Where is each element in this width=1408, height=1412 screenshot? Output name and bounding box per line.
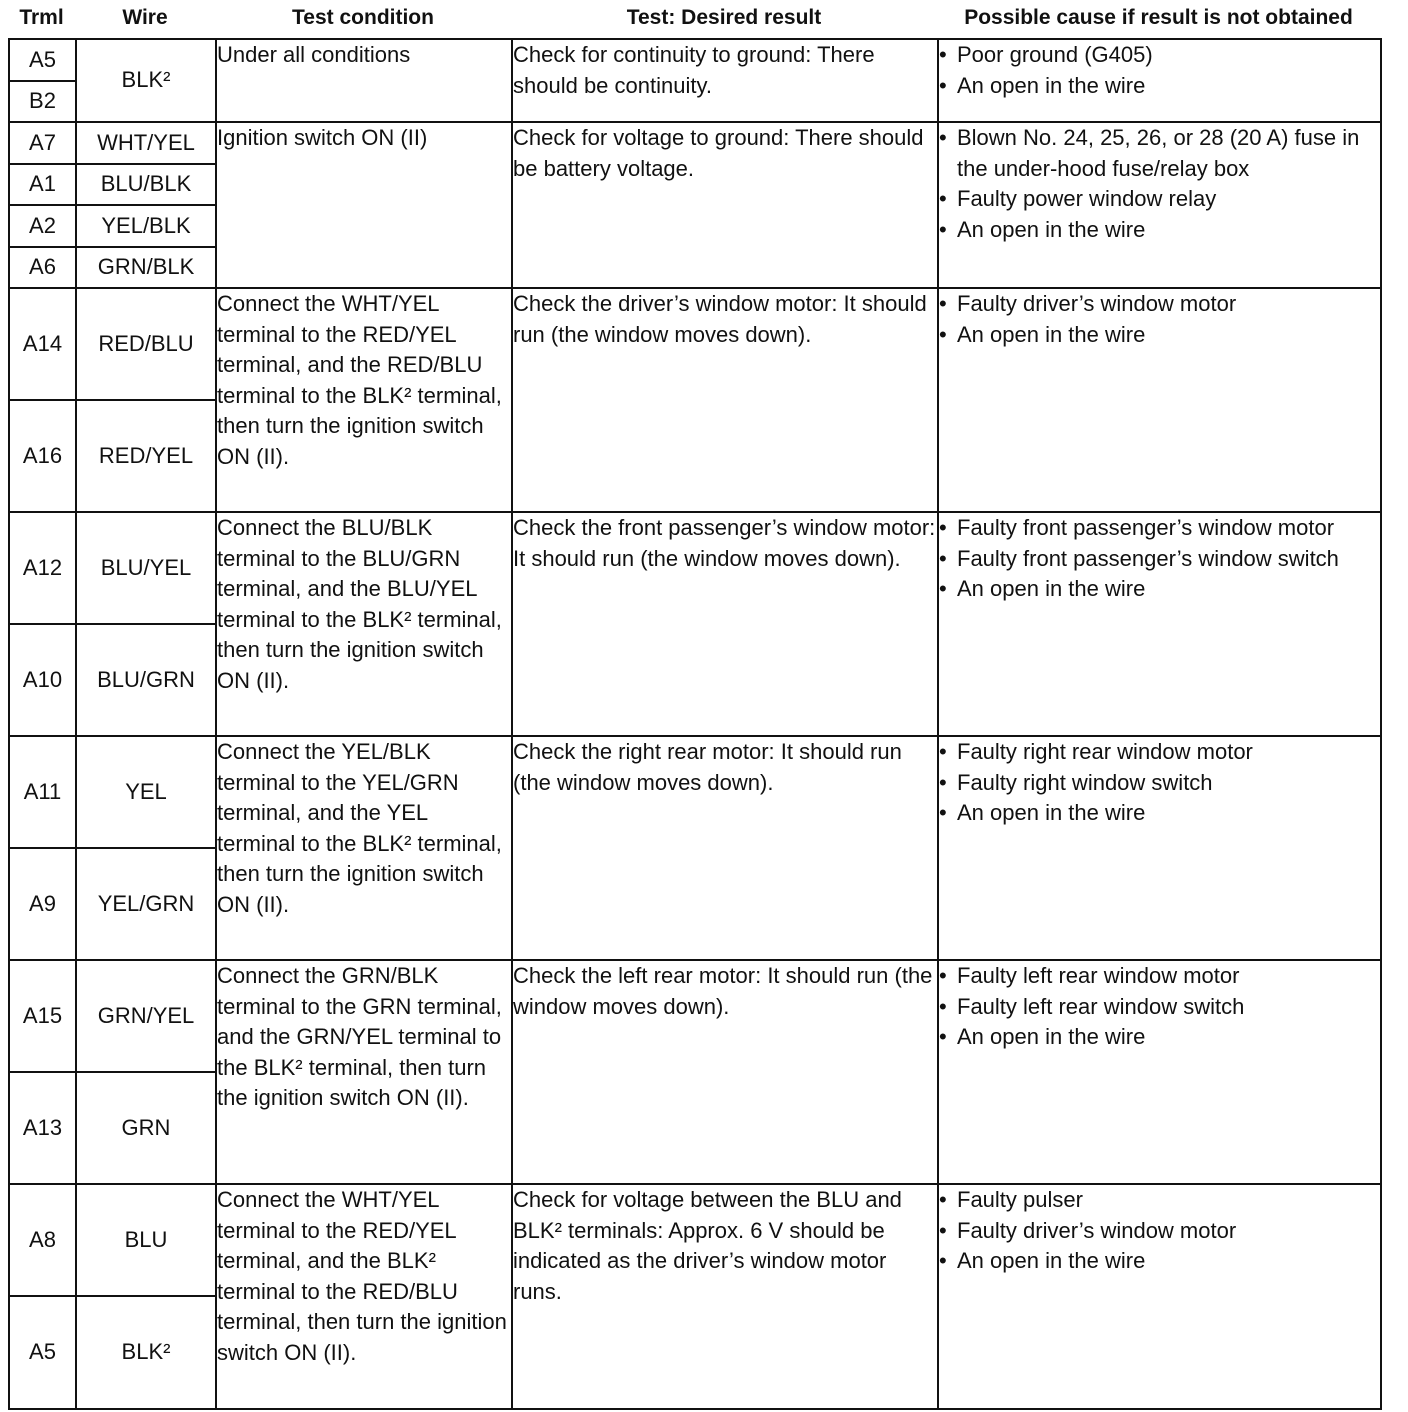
bullet-icon: • xyxy=(939,576,947,601)
cause-item xyxy=(939,123,1380,184)
bullet-icon: • xyxy=(939,125,947,150)
cause-text: Faulty front passenger’s window switch xyxy=(957,545,1339,571)
cause-item xyxy=(939,1216,1380,1247)
cause-item xyxy=(939,768,1380,799)
cause-item xyxy=(939,289,1380,320)
wire-cell: GRN xyxy=(76,1072,216,1184)
cause-item xyxy=(939,1246,1380,1277)
cause-text: Faulty left rear window switch xyxy=(957,993,1245,1019)
cause-text: Faulty front passenger’s window motor xyxy=(957,515,1335,540)
desired-result-cell: Check the left rear motor: It should run (the window moves down). xyxy=(512,960,938,1184)
terminal-cell: A15 xyxy=(9,960,76,1072)
bullet-icon: • xyxy=(939,291,947,316)
cause-text: Blown No. 24, 25, 26, or 28 (20 A) fuse in the under-hood fuse/relay box xyxy=(957,125,1360,181)
table-row xyxy=(9,736,1381,848)
test-condition-cell: Connect the WHT/YEL terminal to the RED/YEL terminal, and the BLK² terminal to the RED/BLU terminal, then turn the ignition switch ON (II). xyxy=(216,1184,512,1409)
possible-cause-cell xyxy=(938,39,1381,122)
bullet-icon: • xyxy=(939,72,947,98)
bullet-icon: • xyxy=(939,1217,947,1243)
terminal-cell: A8 xyxy=(9,1184,76,1296)
cause-text: Faulty driver’s window motor xyxy=(957,1217,1237,1243)
terminal-cell: A2 xyxy=(9,205,76,247)
wire-cell: YEL/BLK xyxy=(76,205,216,247)
terminal-cell: A13 xyxy=(9,1072,76,1184)
cause-text: An open in the wire xyxy=(957,800,1146,825)
header-wire: Wire xyxy=(122,6,168,29)
terminal-cell: A6 xyxy=(9,247,76,288)
cause-text: Faulty driver’s window motor xyxy=(957,291,1237,316)
test-condition-cell: Connect the GRN/BLK terminal to the GRN terminal, and the GRN/YEL terminal to the BLK² terminal, then turn the ignition switch ON (II). xyxy=(216,960,512,1184)
cause-item xyxy=(939,992,1380,1023)
possible-cause-cell xyxy=(938,736,1381,960)
cause-text: Faulty pulser xyxy=(957,1187,1083,1212)
cause-item xyxy=(939,961,1380,992)
wire-cell: WHT/YEL xyxy=(76,122,216,164)
desired-result-cell: Check for continuity to ground: There should be continuity. xyxy=(512,39,938,122)
wire-cell: BLU/BLK xyxy=(76,164,216,205)
bullet-icon: • xyxy=(939,993,947,1019)
cause-item xyxy=(939,544,1380,575)
cause-item xyxy=(939,184,1380,215)
bullet-icon: • xyxy=(939,1248,947,1273)
wire-cell: GRN/YEL xyxy=(76,960,216,1072)
possible-cause-cell xyxy=(938,512,1381,736)
bullet-icon: • xyxy=(939,1024,947,1049)
test-condition-cell: Connect the WHT/YEL terminal to the RED/YEL terminal, and the RED/BLU terminal to the BLK² terminal, then turn the ignition switch ON (II). xyxy=(216,288,512,512)
bullet-icon: • xyxy=(939,739,947,764)
cause-text: An open in the wire xyxy=(957,321,1146,347)
wire-cell: GRN/BLK xyxy=(76,247,216,288)
cause-text: Poor ground (G405) xyxy=(957,42,1153,67)
terminal-cell: A14 xyxy=(9,288,76,400)
bullet-icon: • xyxy=(939,1187,947,1212)
cause-item xyxy=(939,798,1380,829)
wire-cell: YEL xyxy=(76,736,216,848)
header-trml: Trml xyxy=(19,6,64,29)
desired-result-cell: Check the driver’s window motor: It should run (the window moves down). xyxy=(512,288,938,512)
terminal-cell: A9 xyxy=(9,848,76,960)
cause-text: An open in the wire xyxy=(957,576,1146,601)
bullet-icon: • xyxy=(939,321,947,347)
cause-item xyxy=(939,737,1380,768)
cause-item xyxy=(939,574,1380,605)
bullet-icon: • xyxy=(939,545,947,571)
desired-result-cell: Check for voltage to ground: There should be battery voltage. xyxy=(512,122,938,288)
wire-cell: BLU xyxy=(76,1184,216,1296)
table-row xyxy=(9,512,1381,624)
terminal-cell: B2 xyxy=(9,81,76,122)
bullet-icon: • xyxy=(939,515,947,540)
cause-text: An open in the wire xyxy=(957,1024,1146,1049)
terminal-cell: A12 xyxy=(9,512,76,624)
bullet-icon: • xyxy=(939,42,947,67)
cause-text: Faulty left rear window motor xyxy=(957,963,1240,988)
possible-cause-cell xyxy=(938,960,1381,1184)
cause-item xyxy=(939,513,1380,544)
wire-cell: RED/BLU xyxy=(76,288,216,400)
terminal-cell: A16 xyxy=(9,400,76,512)
table-row xyxy=(9,960,1381,1072)
cause-text: An open in the wire xyxy=(957,72,1146,98)
terminal-cell: A1 xyxy=(9,164,76,205)
possible-cause-cell xyxy=(938,1184,1381,1409)
header-test-condition: Test condition xyxy=(292,6,434,29)
cause-item xyxy=(939,71,1380,102)
header-possible-cause: Possible cause if result is not obtained xyxy=(964,6,1353,29)
wire-cell: YEL/GRN xyxy=(76,848,216,960)
cause-text: Faulty power window relay xyxy=(957,186,1217,211)
cause-text: An open in the wire xyxy=(957,1248,1146,1273)
bullet-icon: • xyxy=(939,963,947,988)
cause-text: Faulty right rear window motor xyxy=(957,739,1253,764)
table-row xyxy=(9,122,1381,164)
desired-result-cell: Check for voltage between the BLU and BLK² terminals: Approx. 6 V should be indicated as the driver’s window motor runs. xyxy=(512,1184,938,1409)
terminal-cell: A10 xyxy=(9,624,76,736)
terminal-cell: A5 xyxy=(9,1296,76,1409)
test-condition-cell: Ignition switch ON (II) xyxy=(216,122,512,288)
wire-cell: BLK² xyxy=(76,39,216,122)
possible-cause-cell xyxy=(938,288,1381,512)
cause-item xyxy=(939,1185,1380,1216)
desired-result-cell: Check the front passenger’s window motor: It should run (the window moves down). xyxy=(512,512,938,736)
bullet-icon: • xyxy=(939,800,947,825)
table-row xyxy=(9,39,1381,81)
test-condition-cell: Connect the YEL/BLK terminal to the YEL/GRN terminal, and the YEL terminal to the BLK² terminal, then turn the ignition switch ON (II). xyxy=(216,736,512,960)
bullet-icon: • xyxy=(939,186,947,211)
terminal-cell: A11 xyxy=(9,736,76,848)
cause-item xyxy=(939,215,1380,246)
bullet-icon: • xyxy=(939,216,947,242)
cause-item xyxy=(939,1022,1380,1053)
test-condition-cell: Under all conditions xyxy=(216,39,512,122)
wire-cell: BLK² xyxy=(76,1296,216,1409)
test-condition-cell: Connect the BLU/BLK terminal to the BLU/GRN terminal, and the BLU/YEL terminal to the BLK² terminal, then turn the ignition switch ON (II). xyxy=(216,512,512,736)
cause-text: An open in the wire xyxy=(957,216,1146,242)
header-desired-result: Test: Desired result xyxy=(626,6,822,29)
wire-cell: BLU/GRN xyxy=(76,624,216,736)
possible-cause-cell xyxy=(938,122,1381,288)
terminal-cell: A7 xyxy=(9,122,76,164)
desired-result-cell: Check the right rear motor: It should run (the window moves down). xyxy=(512,736,938,960)
terminal-cell: A5 xyxy=(9,39,76,81)
wire-cell: BLU/YEL xyxy=(76,512,216,624)
troubleshooting-table xyxy=(8,38,1382,1410)
cause-item xyxy=(939,40,1380,71)
wire-cell: RED/YEL xyxy=(76,400,216,512)
bullet-icon: • xyxy=(939,769,947,795)
table-row xyxy=(9,1184,1381,1296)
cause-text: Faulty right window switch xyxy=(957,769,1213,795)
table-row xyxy=(9,288,1381,400)
cause-item xyxy=(939,320,1380,351)
